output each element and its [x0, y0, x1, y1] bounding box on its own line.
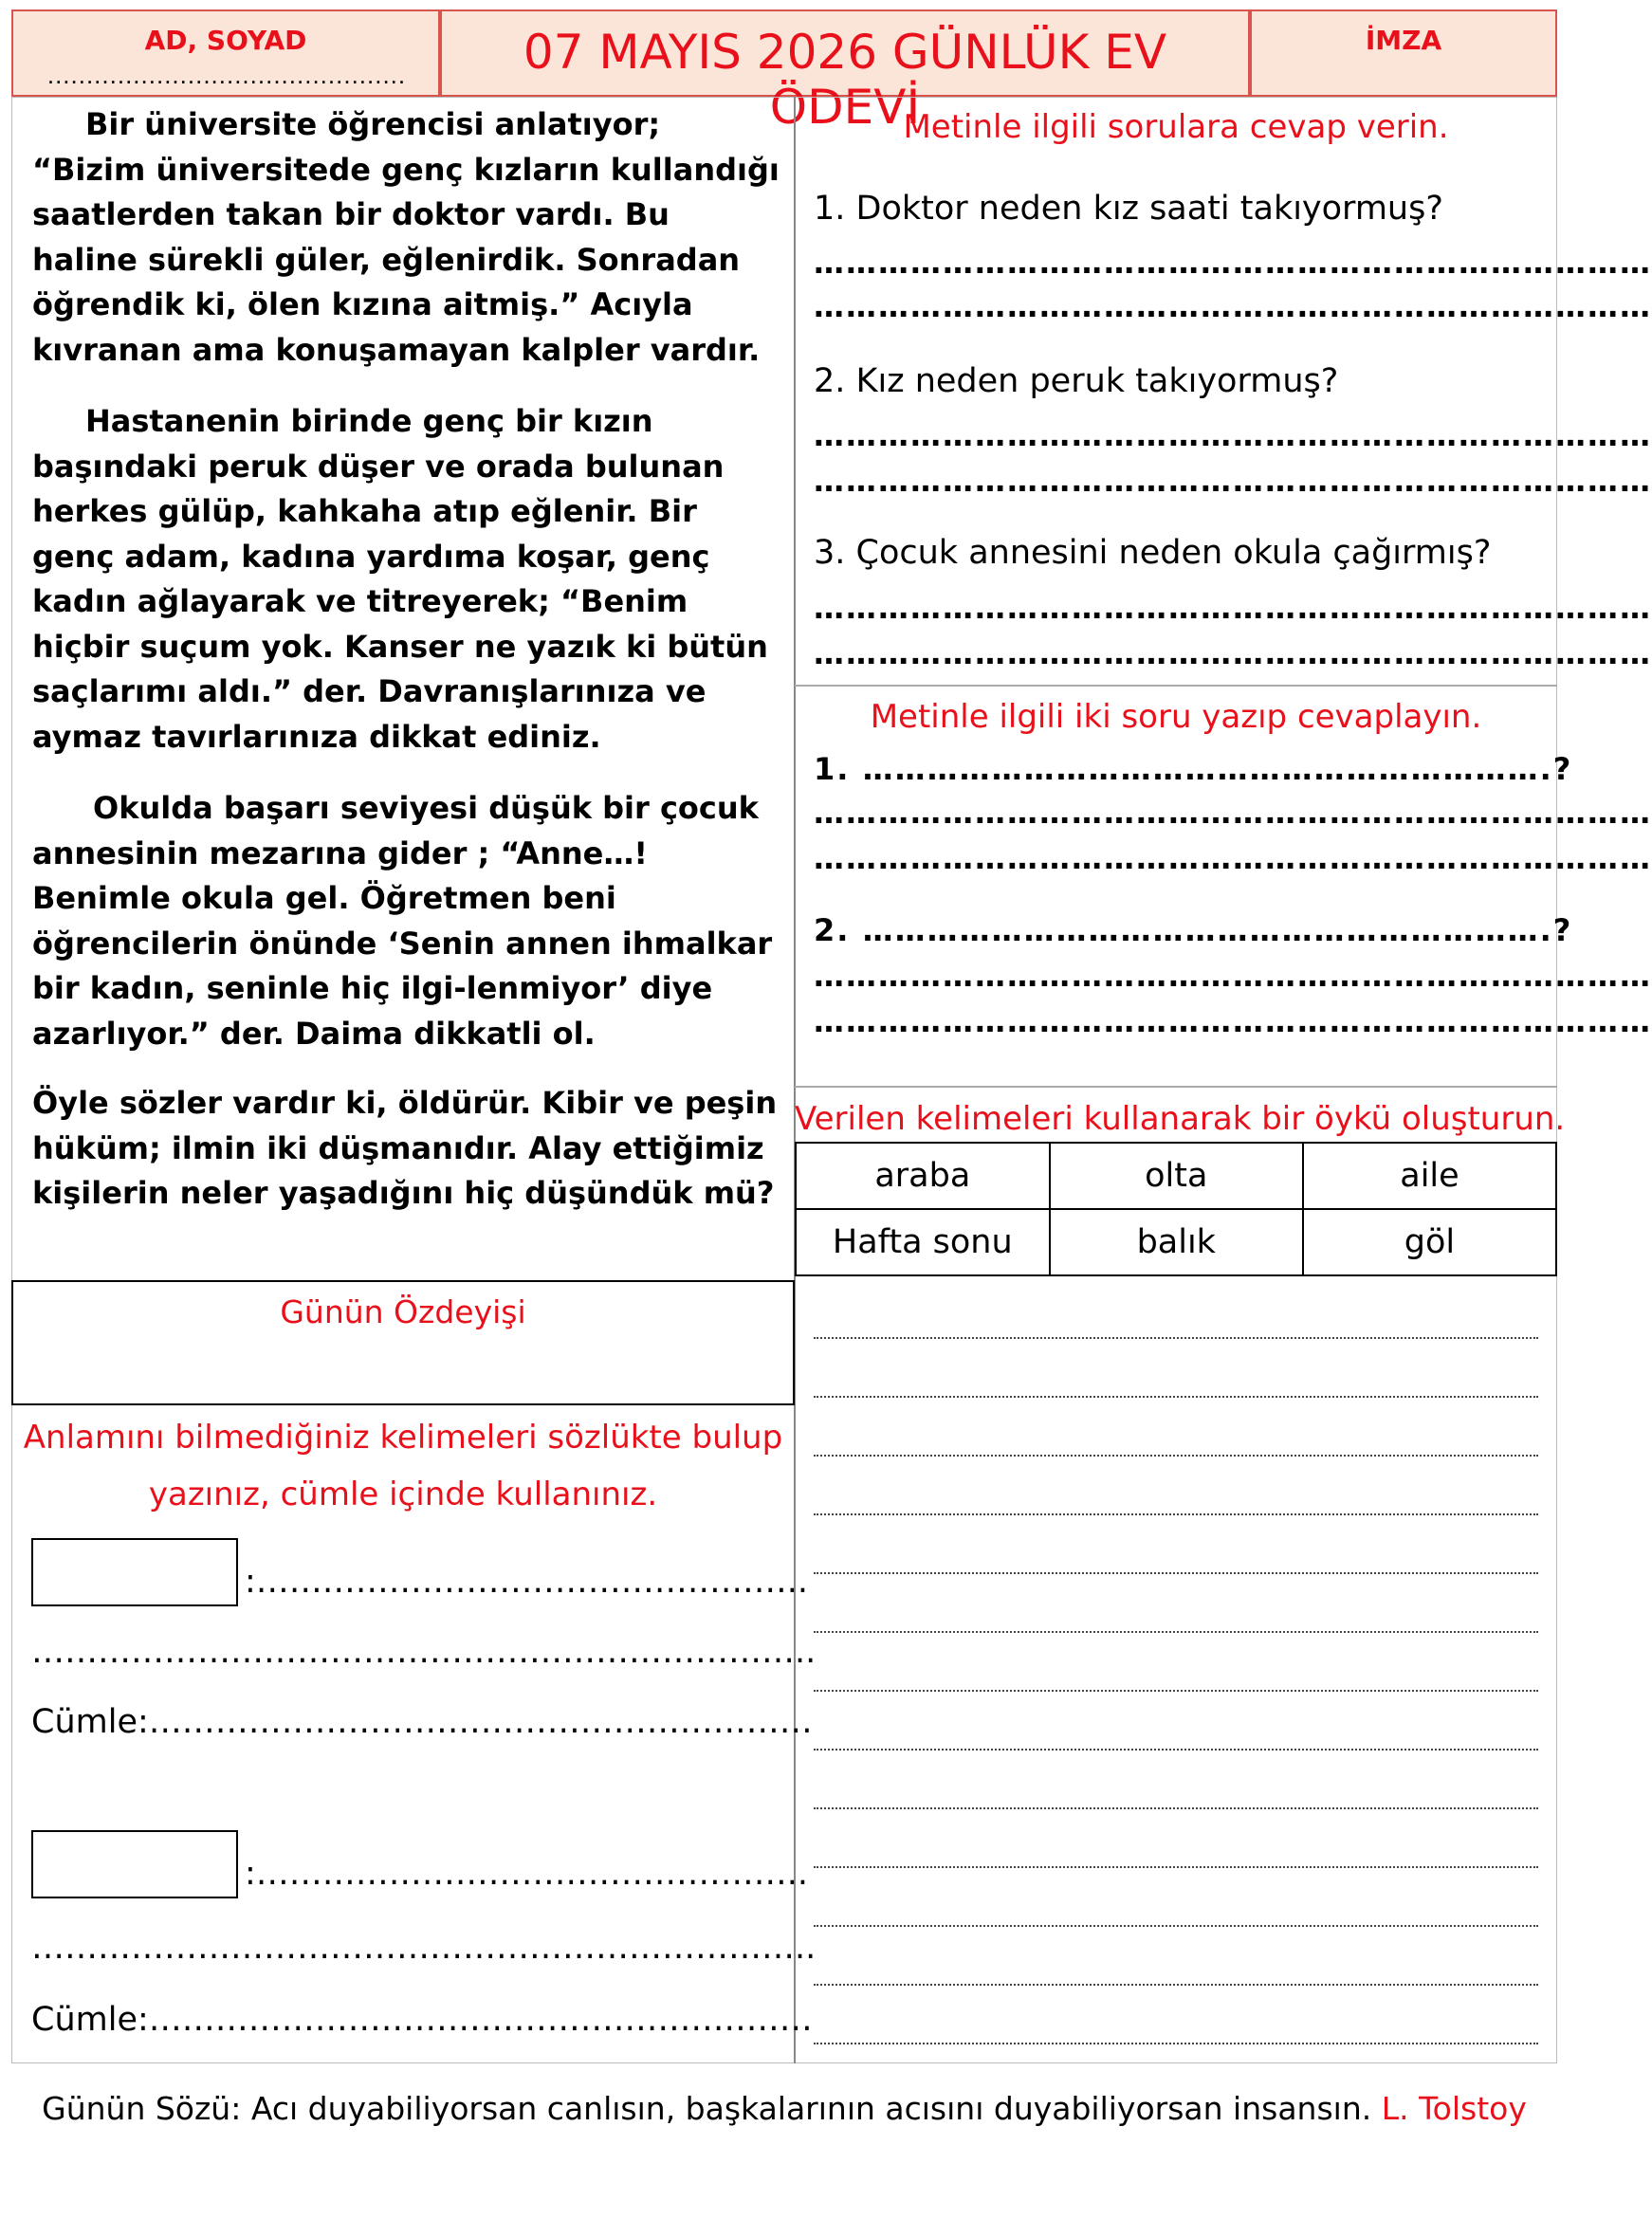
table-row [796, 1209, 1556, 1275]
writing-line[interactable] [814, 1396, 1538, 1398]
meaning-line[interactable]: :………………………………………….. [245, 1563, 809, 1601]
writing-line[interactable] [814, 1513, 1538, 1515]
questions-heading: Metinle ilgili sorulara cevap verin. [903, 108, 1449, 146]
page-title: 07 MAYIS 2026 GÜNLÜK EV ÖDEVİ [523, 25, 1167, 135]
writing-line[interactable] [814, 2043, 1538, 2044]
passage-paragraph: Hastanenin birinde genç bir kızın başındaki peruk düşer ve orada bulunan herkes gülüp, kahkaha atıp eğlenir. Bir genç adam, kadına yardıma koşar, genç kadın ağlayarak ve titreyerek; “Benim hiçbir suçum yok. Kanser ne yazık ki bütün saçlarımı aldı.” der. Davranışlarınıza ve aymaz tavırlarınıza dikkat ediniz. [32, 403, 768, 755]
sentence-line[interactable]: Cümle:…………………………………………………… [31, 2001, 813, 2039]
header-signature-box [1250, 9, 1557, 97]
header-name-box [11, 9, 440, 97]
meaning-line[interactable]: …………………………………………………………….. [31, 1929, 817, 1967]
passage-paragraph: Öyle sözler vardır ki, öldürür. Kibir ve peşin hüküm; ilmin iki düşmanıdır. Alay ettiğimiz kişilerin neler yaşadığını hiç düşündük mü? [32, 1085, 778, 1211]
sentence-line[interactable]: Cümle:…………………………………………………… [31, 1703, 813, 1741]
quote-of-day-box[interactable] [11, 1280, 795, 1405]
own-questions-heading: Metinle ilgili iki soru yazıp cevaplayın. [870, 698, 1482, 736]
meaning-line[interactable]: :………………………………………….. [245, 1855, 809, 1893]
story-heading: Verilen kelimeleri kullanarak bir öykü oluşturun. [795, 1100, 1566, 1138]
name-field[interactable]: .............................................. [46, 61, 407, 89]
header-title-box [440, 9, 1250, 135]
name-label: AD, SOYAD [144, 25, 307, 56]
answer-line[interactable]: …………………………………………………………………… [814, 463, 1652, 499]
writing-line[interactable] [814, 1337, 1538, 1339]
passage-paragraph: Bir üniversite öğrencisi anlatıyor; “Bizim üniversitede genç kızların kullandığı saatlerden takan bir doktor vardı. Bu haline sürekli güler, eğlenirdik. Sonradan öğrendik ki, ölen kızına aitmiş.” Acıyla kıvranan ama konuşamayan kalpler vardır. [32, 106, 780, 368]
writing-line[interactable] [814, 1631, 1538, 1633]
writing-line[interactable] [814, 1866, 1538, 1868]
word-cell: araba [796, 1143, 1050, 1209]
answer-line[interactable]: …………………………………………………………………… [814, 288, 1652, 324]
footer-quote [0, 2090, 1569, 2127]
word-table [795, 1142, 1557, 1276]
word-cell: olta [1050, 1143, 1303, 1209]
answer-line[interactable]: …………………………………………………………………… [814, 958, 1652, 994]
answer-line[interactable]: …………………………………………………………………… [814, 417, 1652, 453]
own-question-2[interactable]: 2. ……………………………………………………….? [814, 912, 1573, 948]
word-box[interactable] [31, 1538, 238, 1606]
answer-line[interactable]: …………………………………………………………………… [814, 795, 1652, 831]
passage [32, 102, 781, 1217]
footer-text: Günün Sözü: Acı duyabiliyorsan canlısın, başkalarının acısını duyabiliyorsan insansın. [42, 2090, 1372, 2127]
word-cell: göl [1303, 1209, 1556, 1275]
vocabulary-instruction: Anlamını bilmediğiniz kelimeleri sözlükte bulup [23, 1419, 783, 1457]
writing-line[interactable] [814, 1455, 1538, 1457]
signature-label: İMZA [1365, 25, 1442, 56]
question-1: 1. Doktor neden kız saati takıyormuş? [814, 190, 1443, 228]
answer-line[interactable]: …………………………………………………………………… [814, 590, 1652, 626]
own-question-1[interactable]: 1. ……………………………………………………….? [814, 751, 1573, 787]
vocabulary-instruction: yazınız, cümle içinde kullanınız. [148, 1476, 658, 1513]
writing-line[interactable] [814, 1807, 1538, 1809]
answer-line[interactable]: …………………………………………………………………… [814, 635, 1652, 671]
story-writing-area[interactable] [814, 1280, 1538, 2044]
question-2: 2. Kız neden peruk takıyormuş? [814, 362, 1339, 400]
question-3: 3. Çocuk annesini neden okula çağırmış? [814, 534, 1492, 572]
writing-line[interactable] [814, 1572, 1538, 1574]
passage-paragraph: Okulda başarı seviyesi düşük bir çocuk annesinin mezarına gider ; “Anne…! Benimle okula gel. Öğretmen beni öğrencilerin önünde ‘Senin annen ihmalkar bir kadın, seninle hiç ilgi-lenmiyor’ diye azarlıyor.” der. Daima dikkatli ol. [32, 790, 773, 1052]
answer-line[interactable]: …………………………………………………………………… [814, 1003, 1652, 1039]
word-cell: Hafta sonu [796, 1209, 1050, 1275]
word-cell: balık [1050, 1209, 1303, 1275]
word-box[interactable] [31, 1830, 238, 1898]
answer-line[interactable]: …………………………………………………………………… [814, 840, 1652, 876]
quote-of-day-label: Günün Özdeyişi [280, 1293, 526, 1330]
footer-author: L. Tolstoy [1381, 2090, 1527, 2127]
section-divider [795, 1086, 1557, 1088]
column-divider [794, 97, 796, 2063]
answer-line[interactable]: …………………………………………………………………… [814, 245, 1652, 281]
section-divider [795, 685, 1557, 687]
writing-line[interactable] [814, 1690, 1538, 1692]
table-row [796, 1143, 1556, 1209]
writing-line[interactable] [814, 1984, 1538, 1986]
writing-line[interactable] [814, 1925, 1538, 1927]
meaning-line[interactable]: …………………………………………………………….. [31, 1633, 817, 1671]
word-cell: aile [1303, 1143, 1556, 1209]
writing-line[interactable] [814, 1749, 1538, 1751]
